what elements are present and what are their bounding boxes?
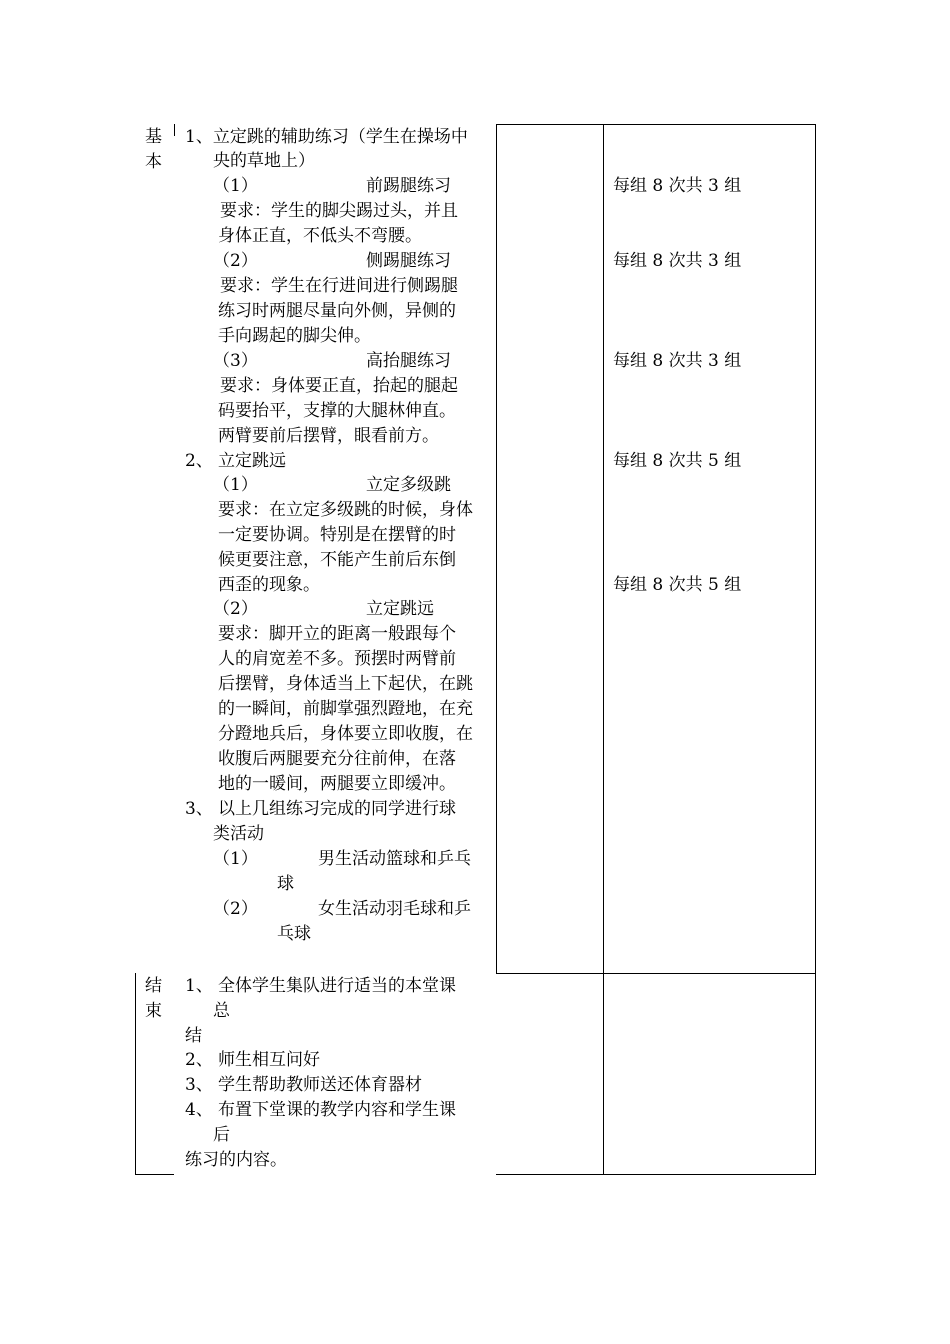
count-exercise-5: 每组 8 次共 5 组 [613,575,742,595]
exercise-3-number: （3） [213,351,258,371]
end-item-4-line-3: 练习的内容。 [185,1150,287,1170]
exercise-2-requirement-2: 练习时两腿尽量向外侧，异侧的 [218,301,456,321]
table-top-border [496,124,816,125]
exercise-4-requirement-1: 要求：在立定多级跳的时候，身体 [218,500,473,520]
exercise-5-name: 立定跳远 [366,599,434,619]
count-exercise-4: 每组 8 次共 5 组 [613,451,742,471]
item-2-text: 立定跳远 [218,451,286,471]
column-divider-middle [603,124,604,1175]
exercise-3-name: 高抬腿练习 [366,351,451,371]
exercise-5-requirement-6: 收腹后两腿要充分往前伸，在落 [218,749,456,769]
count-exercise-3: 每组 8 次共 3 组 [613,351,742,371]
exercise-5-requirement-5: 分蹬地兵后，身体要立即收腹，在 [218,724,473,744]
exercise-1-name: 前踢腿练习 [366,176,451,196]
count-exercise-2: 每组 8 次共 3 组 [613,251,742,271]
exercise-4-requirement-4: 西歪的现象。 [218,575,320,595]
exercise-5-requirement-7: 地的一暖间，两腿要立即缓冲。 [218,774,456,794]
end-item-3-text: 学生帮助教师送还体育器材 [218,1075,422,1095]
exercise-5-requirement-2: 人的肩宽差不多。预摆时两臂前 [218,649,456,669]
activity-1-number: （1） [213,849,258,869]
activity-1-line-1: 男生活动篮球和乒乓 [318,849,471,869]
exercise-2-requirement-3: 手向踢起的脚尖伸。 [218,326,371,346]
end-item-4-number: 4、 [185,1100,213,1120]
exercise-4-requirement-3: 候更要注意，不能产生前后东倒 [218,550,456,570]
end-item-3-number: 3、 [185,1075,213,1095]
end-item-4-line-1: 布置下堂课的教学内容和学生课 [218,1100,456,1120]
exercise-4-requirement-2: 一定要协调。特别是在摆臂的时 [218,525,456,545]
count-exercise-1: 每组 8 次共 3 组 [613,176,742,196]
end-item-1-number: 1、 [185,976,213,996]
exercise-2-number: （2） [213,251,258,271]
section-label-basic: 基本 [145,127,162,172]
table-right-border [815,124,816,1175]
end-left-border [135,973,136,1175]
exercise-1-requirement-1: 要求：学生的脚尖踢过头，并且 [220,201,458,221]
end-item-2-number: 2、 [185,1050,213,1070]
end-item-1-line-1: 全体学生集队进行适当的本堂课 [218,976,456,996]
item-1-line-2: 央的草地上） [213,151,315,171]
exercise-5-requirement-4: 的一瞬间，前脚掌强烈蹬地，在充 [218,699,473,719]
basic-left-tick [174,124,175,136]
exercise-2-name: 侧踢腿练习 [366,251,451,271]
exercise-4-name: 立定多级跳 [366,475,451,495]
exercise-3-requirement-2: 码要抬平，支撑的大腿林伸直。 [218,401,456,421]
end-bottom-left-border [135,1174,174,1175]
end-item-2-text: 师生相互问好 [218,1050,320,1070]
item-3-number: 3、 [185,799,213,819]
item-3-line-1: 以上几组练习完成的同学进行球 [218,799,456,819]
end-bottom-right-border [496,1174,816,1175]
item-2-number: 2、 [185,451,213,471]
section-label-end: 结束 [145,976,162,1021]
exercise-1-requirement-2: 身体正直，不低头不弯腰。 [218,226,422,246]
exercise-3-requirement-1: 要求：身体要正直，抬起的腿起 [220,376,458,396]
exercise-3-requirement-3: 两臂要前后摆臂，眼看前方。 [218,426,439,446]
section-divider [496,973,816,974]
exercise-4-number: （1） [213,475,258,495]
item-1-line-1: 1、立定跳的辅助练习（学生在操场中 [185,127,468,147]
activity-1-line-2: 球 [277,874,294,894]
end-item-1-line-3: 结 [185,1026,202,1046]
activity-2-line-2: 乓球 [277,924,311,944]
exercise-2-requirement-1: 要求：学生在行进间进行侧踢腿 [220,276,458,296]
exercise-5-requirement-3: 后摆臂，身体适当上下起伏，在跳 [218,674,473,694]
exercise-5-number: （2） [213,599,258,619]
end-item-1-line-2: 总 [213,1001,230,1021]
activity-2-number: （2） [213,899,258,919]
exercise-5-requirement-1: 要求：脚开立的距离一般跟每个 [218,624,456,644]
column-divider-left [496,124,497,974]
end-item-4-line-2: 后 [213,1125,230,1145]
exercise-1-number: （1） [213,176,258,196]
activity-2-line-1: 女生活动羽毛球和乒 [318,899,471,919]
item-3-line-2: 类活动 [213,824,264,844]
